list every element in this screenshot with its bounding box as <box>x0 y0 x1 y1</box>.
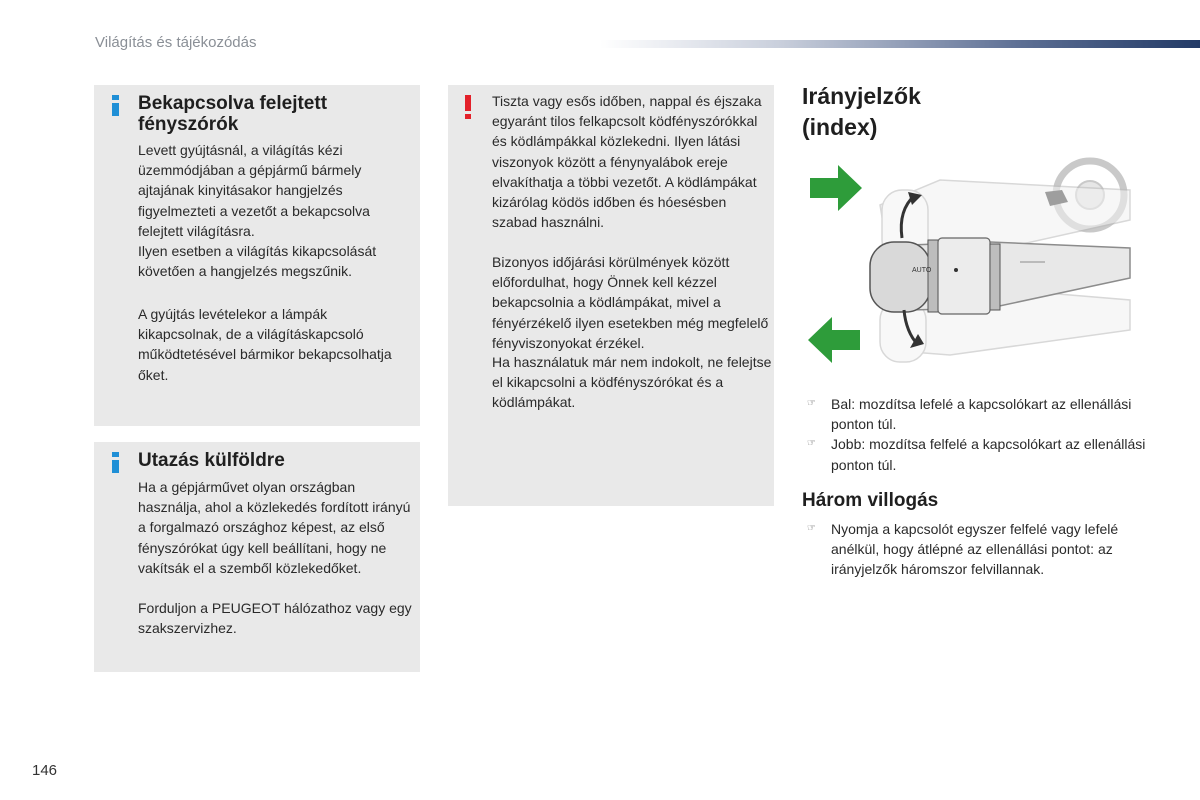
green-right-arrow-icon <box>810 165 862 211</box>
info-box-paragraph: Levett gyújtásnál, a világítás kézi üzemmódjában a gépjármű bármely ajtajának kinyitásakor hangjelzés figyelmezteti a vezetőt a bekapcsolva felejtett világításra. <box>138 142 370 239</box>
bullet-three-flash: ☞ Nyomja a kapcsolót egyszer felfelé vagy lefelé anélkül, hogy átlépné az ellenállási pontot: az irányjelzők háromszor felvillannak. <box>807 521 1119 578</box>
page-number: 146 <box>32 762 58 779</box>
bullet-hand-icon: ☞ <box>807 523 816 534</box>
warning-paragraph: Ha használatuk már nem indokolt, ne felejtse el kikapcsolni a ködfényszórókat és a ködlámpákat. <box>492 354 772 411</box>
info-box-paragraph: Ha a gépjárművet olyan országban használja, ahol a közlekedés fordított irányú a forgalmazó országhoz képest, az első fényszórókat úgy kell beállítani, hogy ne vakítsák el a szemből közlekedőket. <box>138 479 411 576</box>
info-box-title: Bekapcsolva felejtett fényszórók <box>138 93 328 135</box>
indicator-bullet-list <box>807 394 1147 475</box>
info-box-title: Utazás külföldre <box>138 450 285 471</box>
warning-icon <box>465 95 472 119</box>
bullet-hand-icon: ☞ <box>807 398 816 409</box>
info-box-paragraph: A gyújtás levételekor a lámpák kikapcsolnak, de a világításkapcsoló működtetésével bármikor bekapcsolhatja őket. <box>138 306 392 383</box>
info-box-paragraph: Ilyen esetben a világítás kikapcsolását követően a hangjelzés megszűnik. <box>138 243 377 280</box>
header-gradient-bar <box>600 40 1200 48</box>
green-left-arrow-icon <box>808 317 860 363</box>
section-title-three-flash: Három villogás <box>802 490 939 511</box>
warning-paragraph: Tiszta vagy esős időben, nappal és éjszaka egyaránt tilos felkapcsolt ködfényszórókkal és ködlámpákkal közlekedni. Ilyen látási viszonyok között a fénynyalábok ereje elvakíthatja a többi vezetőt. A ködlámpákat kizárólag ködös időben és hóesésben szabad használni. <box>492 93 762 231</box>
warning-paragraph: Bizonyos időjárási körülmények között előfordulhat, hogy Önnek kell kézzel bekapcsolnia a ködlámpákat, mivel a fényérzékelő ilyen esetekben még megfelelő fényviszonyokat érzékel. <box>492 254 769 351</box>
bullet-right-indicator: ☞ Jobb: mozdítsa felfelé a kapcsolókart az ellenállási ponton túl. <box>807 436 1146 473</box>
bullet-left-indicator: ☞ Bal: mozdítsa lefelé a kapcsolókart az ellenállási ponton túl. <box>807 396 1132 433</box>
indicator-stalk-illustration <box>800 150 1145 375</box>
info-icon <box>112 452 119 473</box>
info-box-paragraph: Forduljon a PEUGEOT hálózathoz vagy egy szakszervizhez. <box>138 600 412 637</box>
info-box-headlights-left-on <box>94 85 420 426</box>
three-flash-bullet-list <box>807 519 1147 580</box>
section-title-indicators: Irányjelzők (index) <box>802 83 921 140</box>
warning-box-fog-lamps <box>448 85 774 506</box>
section-header-title: Világítás és tájékozódás <box>95 34 257 51</box>
info-box-driving-abroad <box>94 442 420 672</box>
info-icon <box>112 95 119 116</box>
bullet-hand-icon: ☞ <box>807 438 816 450</box>
figure-auto-label: AUTO <box>912 267 932 274</box>
